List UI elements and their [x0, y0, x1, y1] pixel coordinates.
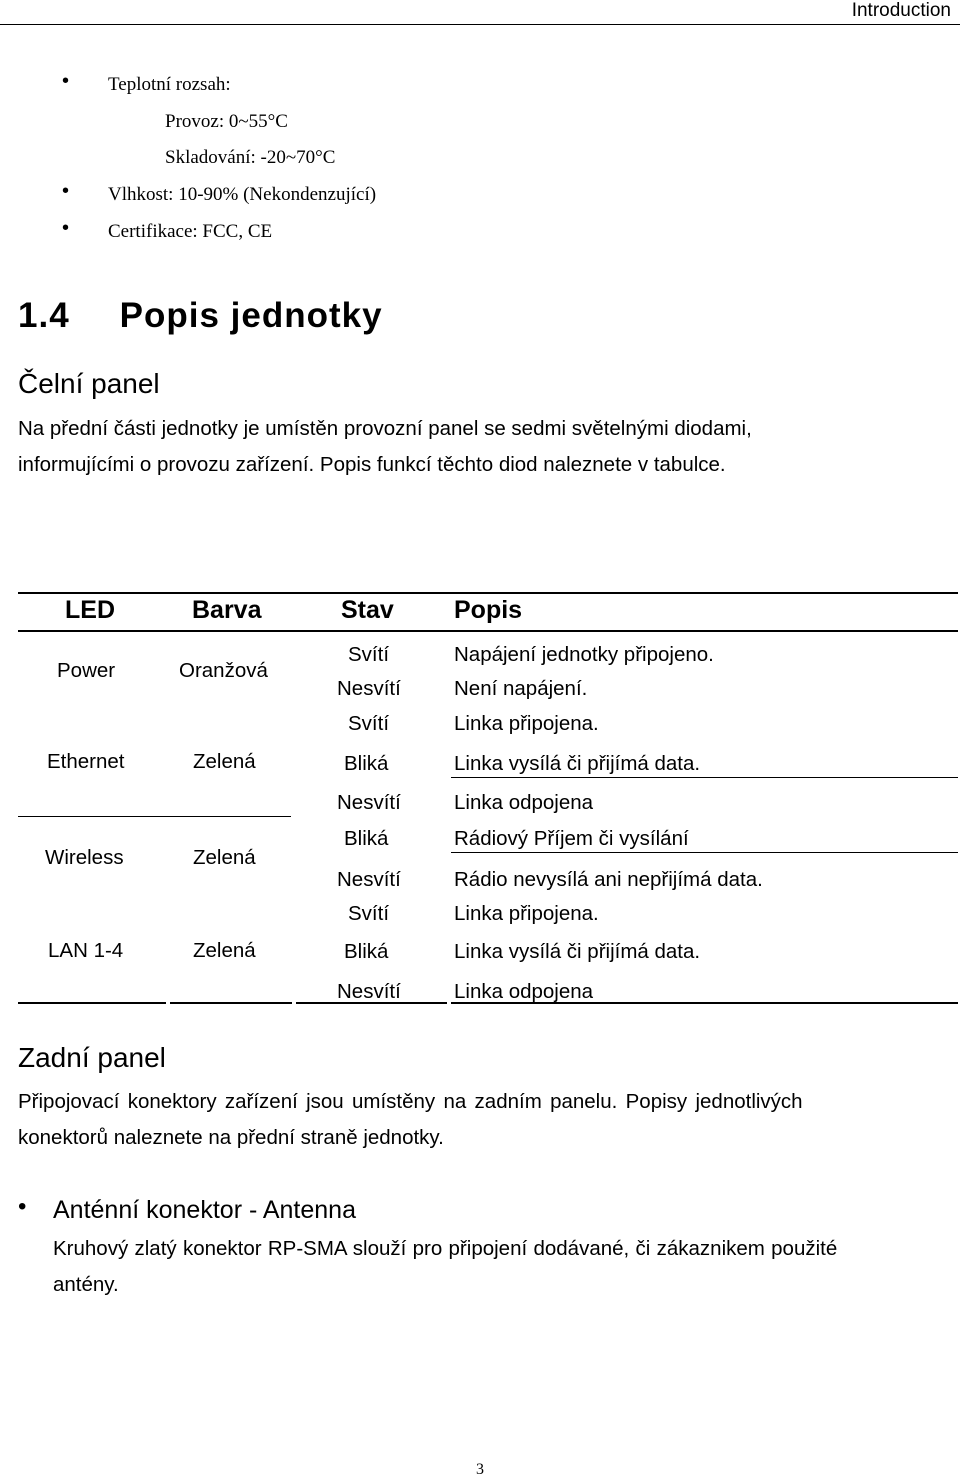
led-description: Napájení jednotky připojeno.	[454, 643, 714, 666]
spec-temperature-operating: Provoz: 0~55°C	[165, 111, 288, 132]
rear-panel-heading: Zadní panel	[18, 1042, 166, 1073]
spec-humidity: Vlhkost: 10-90% (Nekondenzující)	[108, 184, 377, 205]
bullet-icon: •	[18, 1193, 27, 1220]
table-bottom-rule	[451, 1002, 958, 1004]
section-heading	[18, 296, 383, 336]
section-number: 1.4	[18, 296, 70, 335]
led-state: Nesvítí	[337, 791, 401, 814]
antenna-description-line-2: antény.	[53, 1273, 119, 1296]
led-color-wireless: Zelená	[193, 846, 256, 869]
col-header-led: LED	[65, 596, 115, 624]
bullet-icon: •	[62, 217, 70, 239]
led-name-power: Power	[57, 659, 116, 682]
col-header-state: Stav	[341, 596, 394, 624]
table-bottom-rule	[170, 1002, 292, 1004]
front-panel-paragraph-line-1: Na přední části jednotky je umístěn provozní panel se sedmi světelnými diodami,	[18, 417, 752, 440]
table-bottom-rule	[296, 1002, 447, 1004]
col-header-color: Barva	[192, 596, 262, 624]
col-header-description: Popis	[454, 596, 523, 624]
led-state: Nesvítí	[337, 980, 401, 1003]
led-state: Svítí	[348, 643, 390, 666]
section-title: Popis jednotky	[119, 296, 383, 335]
led-color-lan: Zelená	[193, 939, 256, 962]
led-description: Rádio nevysílá ani nepřijímá data.	[454, 868, 763, 891]
table-header-rule	[18, 630, 958, 632]
spec-certification: Certifikace: FCC, CE	[108, 221, 273, 242]
led-description: Linka vysílá či přijímá data.	[454, 752, 701, 775]
table-top-rule	[18, 592, 958, 594]
header-rule	[0, 24, 960, 25]
rear-panel-paragraph-line-1: Připojovací konektory zařízení jsou umístěny na zadním panelu. Popisy jednotlivých	[18, 1090, 803, 1113]
led-state: Nesvítí	[337, 677, 401, 700]
row-rule	[451, 852, 958, 853]
led-description: Linka odpojena	[454, 980, 594, 1003]
spec-temperature-label: Teplotní rozsah:	[108, 74, 231, 95]
front-panel-heading: Čelní panel	[18, 368, 160, 399]
antenna-heading: Anténní konektor - Antenna	[53, 1196, 356, 1224]
led-description: Linka odpojena	[454, 791, 594, 814]
front-panel-paragraph-line-2: informujícími o provozu zařízení. Popis funkcí těchto diod naleznete v tabulce.	[18, 453, 726, 476]
led-state: Bliká	[344, 752, 389, 775]
led-description: Rádiový Příjem či vysílání	[454, 827, 689, 850]
table-bottom-rule	[18, 1002, 166, 1004]
spec-temperature-storage: Skladování: -20~70°C	[165, 147, 336, 168]
led-state: Bliká	[344, 827, 389, 850]
bullet-icon: •	[62, 180, 70, 202]
antenna-description-line-1: Kruhový zlatý konektor RP-SMA slouží pro připojení dodávané, či zákaznikem použité	[53, 1237, 838, 1260]
running-header: Introduction	[851, 0, 951, 21]
page-number: 3	[476, 1461, 484, 1478]
led-description: Linka připojena.	[454, 712, 599, 735]
led-color-power: Oranžová	[179, 659, 268, 682]
led-name-lan: LAN 1-4	[48, 939, 124, 962]
row-rule	[451, 777, 958, 778]
rear-panel-paragraph-line-2: konektorů naleznete na přední straně jednotky.	[18, 1126, 444, 1149]
led-description: Linka připojena.	[454, 902, 599, 925]
led-state: Svítí	[348, 712, 390, 735]
led-name-ethernet: Ethernet	[47, 750, 125, 773]
led-color-ethernet: Zelená	[193, 750, 256, 773]
led-state: Bliká	[344, 940, 389, 963]
bullet-icon: •	[62, 70, 70, 92]
led-state: Svítí	[348, 902, 390, 925]
led-state: Nesvítí	[337, 868, 401, 891]
led-name-wireless: Wireless	[45, 846, 124, 869]
led-description: Není napájení.	[454, 677, 588, 700]
group-rule	[18, 816, 291, 817]
led-description: Linka vysílá či přijímá data.	[454, 940, 701, 963]
